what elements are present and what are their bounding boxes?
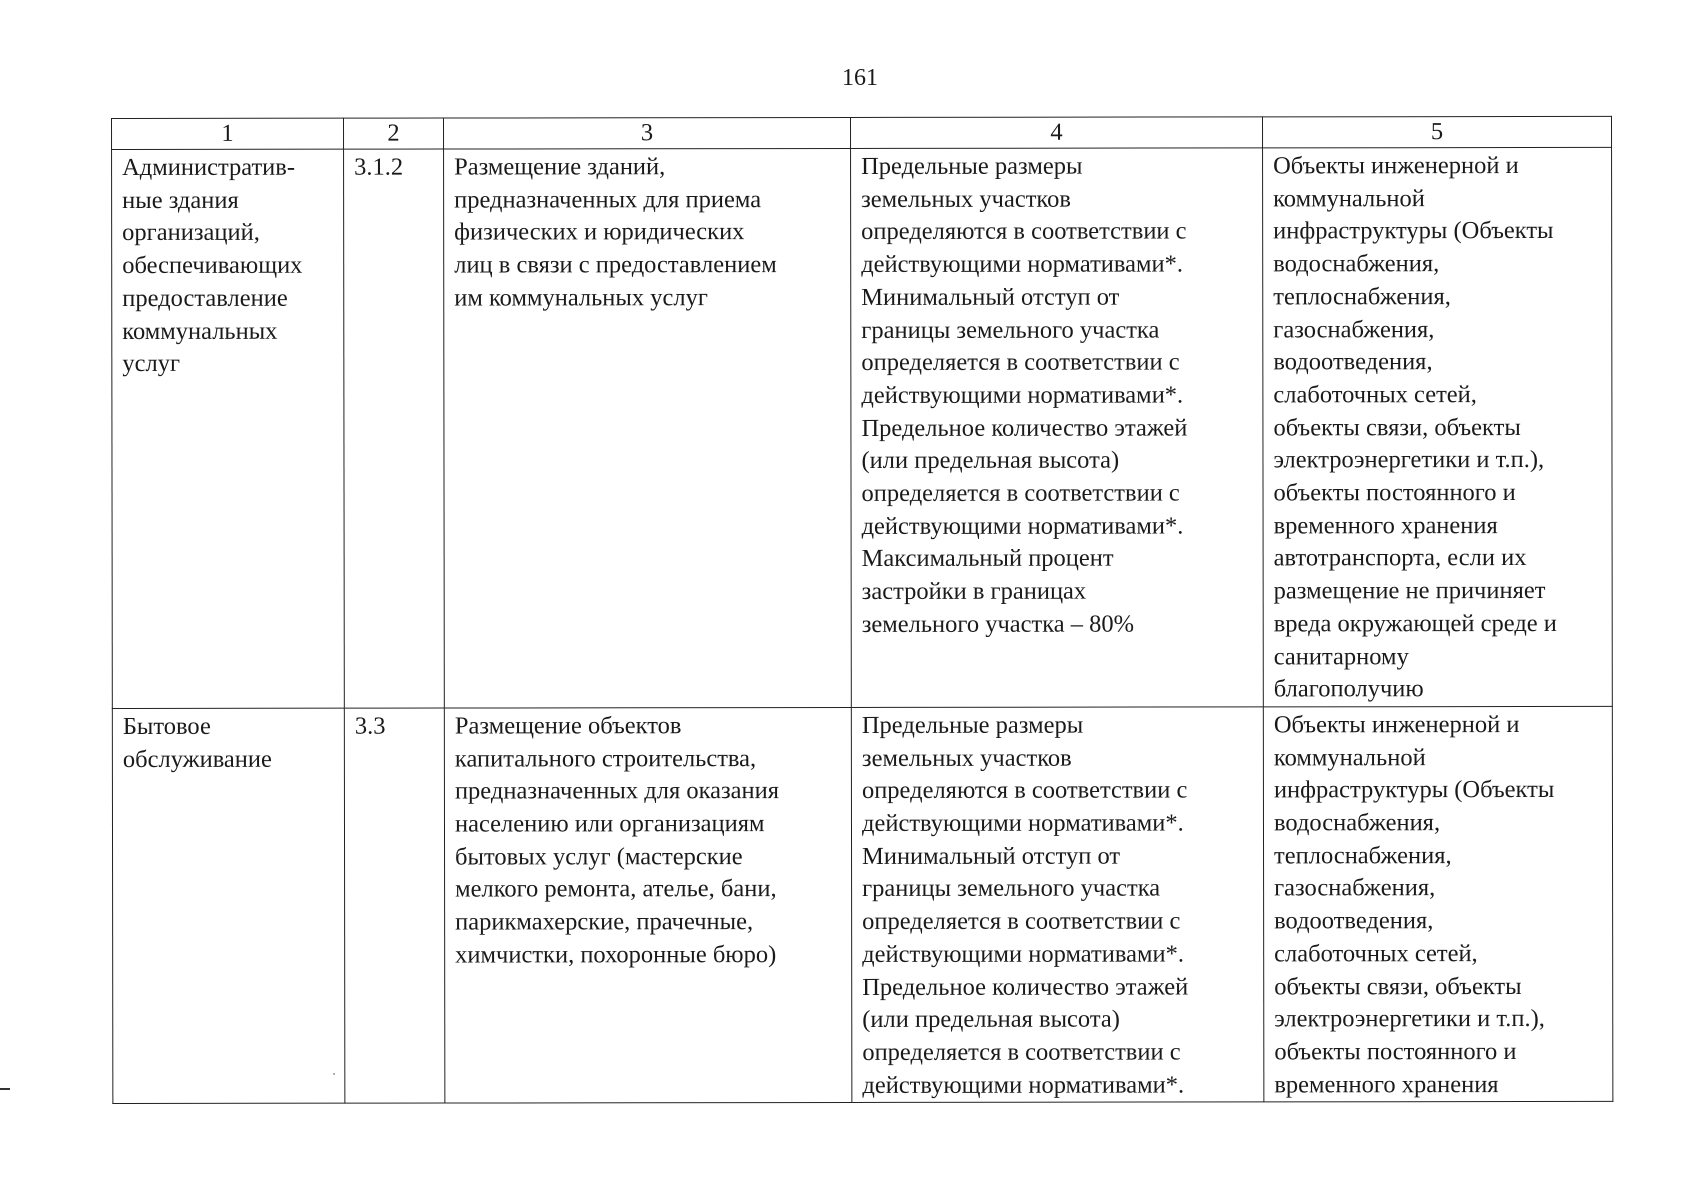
cell-text: 3.3 — [354, 712, 386, 740]
margin-mark — [0, 1088, 10, 1090]
land-use-name-cell — [112, 708, 345, 1103]
land-use-name-cell: Административ- ные здания организаций, обеспечивающих предоставление коммунальных услуг — [112, 149, 345, 708]
auxiliary-uses-cell: Объекты инженерной и коммунальной инфраструктуры (Объекты водоснабжения, теплоснабжения, газоснабжения, водоотведения, слаботочных сетей, объекты связи, объекты электроэнергетики и т.п.), объекты постоянного и временного хранения автотранспорта, если их размещение не причиняет вреда окружающей среде и санитарному благополучию — [1263, 147, 1613, 706]
column-header: 4 — [851, 117, 1263, 149]
building-parameters-cell — [851, 707, 1264, 1103]
auxiliary-uses-cell — [1263, 706, 1613, 1101]
land-use-code-cell — [344, 708, 445, 1103]
land-use-description-cell — [444, 707, 852, 1103]
table-header-row — [112, 116, 1612, 149]
table-row — [112, 147, 1613, 708]
page-number: 161 — [842, 65, 878, 91]
scan-speck — [333, 1073, 335, 1075]
cell-text: Объекты инженерной и коммунальной инфраструктуры (Объекты водоснабжения, теплоснабжения, газоснабжения, водоотведения, слаботочных сетей, объекты связи, объекты электроэнергетики и т.п.), объекты постоянного и временного хранения — [1273, 710, 1555, 1099]
cell-text: Предельные размеры земельных участков определяются в соответствии с действующими нормативами*. Минимальный отступ от границы земельного участка определяется в соответствии с действующими нормативами*. Предельное количество этажей (или предельная высота) определяется в соответствии с действующими нормативами*. — [861, 711, 1189, 1099]
land-use-code-cell: 3.1.2 — [344, 149, 445, 708]
column-header: 3 — [444, 117, 851, 149]
column-header: 2 — [344, 118, 444, 149]
cell-text: Размещение объектов капитального строительства, предназначенных для оказания населению или организациям бытовых услуг (мастерские мелкого ремонта, ателье, бани, парикмахерские, прачечные, химчистки, похоронные бюро) — [454, 712, 780, 969]
table-row — [112, 706, 1613, 1103]
zoning-table — [111, 116, 1613, 1104]
cell-text: Бытовое обслуживание — [122, 712, 272, 773]
column-header: 1 — [112, 118, 344, 149]
land-use-description-cell: Размещение зданий, предназначенных для приема физических и юридических лиц в связи с предоставлением им коммунальных услуг — [444, 148, 852, 708]
building-parameters-cell: Предельные размеры земельных участков определяются в соответствии с действующими нормативами*. Минимальный отступ от границы земельного участка определяется в соответствии с действующими нормативами*. Предельное количество этажей (или предельная высота) определяется в соответствии с действующими нормативами*. Максимальный процент застройки в границах земельного участка – 80% — [851, 148, 1264, 708]
column-header: 5 — [1262, 116, 1611, 147]
